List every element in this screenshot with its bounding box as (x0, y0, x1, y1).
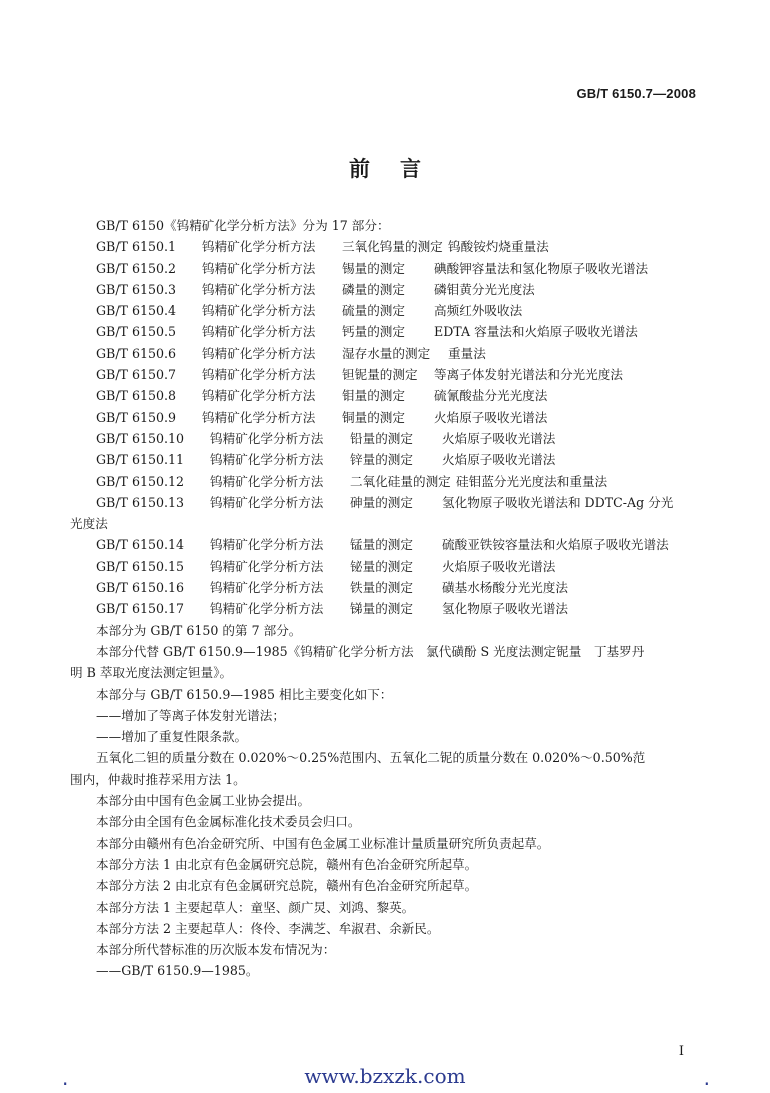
part-row (70, 428, 692, 449)
page-title: 前言 (349, 157, 451, 181)
footer-dot-right: . (703, 1066, 710, 1090)
part-method: 碘酸钾容量法和氢化物原子吸收光谱法 (434, 260, 649, 276)
part-row (70, 343, 692, 364)
paragraph-range: 五氧化二钽的质量分数在 0.020%～0.25%范围内、五氧化二铌的质量分数在 0.020%～0.50%范 (96, 750, 646, 766)
part-name: 钨精矿化学分析方法 (202, 388, 316, 404)
part-name: 钨精矿化学分析方法 (202, 367, 316, 383)
part-method: 钨酸铵灼烧重量法 (448, 239, 549, 255)
foreword-body (70, 215, 692, 982)
part-item: 锰量的测定 (350, 537, 413, 553)
part-method: 火焰原子吸收光谱法 (434, 409, 548, 425)
part-number: GB/T 6150.3 (96, 281, 177, 297)
part-name: 钨精矿化学分析方法 (202, 303, 316, 319)
part-number: GB/T 6150.17 (96, 601, 185, 617)
part-row (70, 534, 692, 555)
paragraph-changes: 本部分与 GB/T 6150.9—1985 相比主要变化如下： (96, 686, 393, 702)
part-number: GB/T 6150.4 (96, 303, 177, 319)
part-method: 硅钼蓝分光光度法和重量法 (456, 473, 608, 489)
paragraph-range-cont: 围内，仲裁时推荐采用方法 1。 (70, 771, 246, 787)
part-name: 钨精矿化学分析方法 (210, 558, 324, 574)
part-item: 铅量的测定 (350, 430, 413, 446)
part-method: 高频红外吸收法 (434, 303, 523, 319)
paragraph-method2: 本部分方法 2 由北京有色金属研究总院，赣州有色冶金研究所起草。 (96, 878, 478, 894)
paragraph-method1: 本部分方法 1 由北京有色金属研究总院，赣州有色冶金研究所起草。 (96, 856, 478, 872)
part-method: 氢化物原子吸收光谱法和 DDTC-Ag 分光 (442, 494, 674, 510)
part-item: 硫量的测定 (342, 303, 405, 319)
part-item: 锌量的测定 (350, 452, 413, 468)
paragraph-proposed: 本部分由中国有色金属工业协会提出。 (96, 793, 311, 809)
part-method: 磺基水杨酸分光光度法 (442, 580, 568, 596)
page-number: I (678, 1044, 684, 1059)
part-number: GB/T 6150.11 (96, 452, 185, 468)
part-name: 钨精矿化学分析方法 (210, 580, 324, 596)
part-item: 三氧化钨量的测定 (342, 239, 443, 255)
paragraph-drafted: 本部分由赣州有色冶金研究所、中国有色金属工业标准计量质量研究所负责起草。 (96, 835, 550, 851)
part-name: 钨精矿化学分析方法 (210, 494, 324, 510)
part-item: 铜量的测定 (342, 409, 405, 425)
part-name: 钨精矿化学分析方法 (202, 260, 316, 276)
part-row (70, 598, 692, 619)
part-item: 锑量的测定 (350, 601, 413, 617)
part-name: 钨精矿化学分析方法 (202, 324, 316, 340)
part-row (70, 258, 692, 279)
part-number: GB/T 6150.16 (96, 580, 185, 596)
part-row (70, 556, 692, 577)
part-item: 钙量的测定 (342, 324, 405, 340)
part-item: 钽铌量的测定 (342, 367, 418, 383)
part-row (70, 385, 692, 406)
part-item: 湿存水量的测定 (342, 345, 431, 361)
part-item: 铋量的测定 (350, 558, 413, 574)
part-method: 磷钼黄分光光度法 (434, 281, 535, 297)
part-row (70, 321, 692, 342)
part-row (70, 407, 692, 428)
paragraph-drafters2: 本部分方法 2 主要起草人：佟伶、李满芝、牟淑君、余新民。 (96, 920, 440, 936)
part-number: GB/T 6150.7 (96, 367, 177, 383)
part-method: EDTA 容量法和火焰原子吸收光谱法 (434, 324, 638, 340)
change-item: ——增加了重复性限条款。 (96, 729, 248, 745)
part-item: 二氧化硅量的测定 (350, 473, 451, 489)
part-number: GB/T 6150.8 (96, 388, 177, 404)
part-item: 锡量的测定 (342, 260, 405, 276)
part-row (70, 279, 692, 300)
part-row (70, 300, 692, 321)
history-item: ——GB/T 6150.9—1985。 (96, 963, 259, 979)
part-name: 钨精矿化学分析方法 (202, 239, 316, 255)
part-method: 氢化物原子吸收光谱法 (442, 601, 568, 617)
part-method: 等离子体发射光谱法和分光光度法 (434, 367, 623, 383)
part-row (70, 577, 692, 598)
paragraph-history: 本部分所代替标准的历次版本发布情况为： (96, 942, 336, 958)
part-name: 钨精矿化学分析方法 (210, 601, 324, 617)
paragraph-part: 本部分为 GB/T 6150 的第 7 部分。 (96, 622, 302, 638)
part-item: 钼量的测定 (342, 388, 405, 404)
part-name: 钨精矿化学分析方法 (202, 345, 316, 361)
part-number: GB/T 6150.6 (96, 345, 177, 361)
part-row (70, 364, 692, 385)
part-item: 砷量的测定 (350, 494, 413, 510)
part-number: GB/T 6150.1 (96, 239, 177, 255)
part-number: GB/T 6150.2 (96, 260, 177, 276)
standard-code: GB/T 6150.7—2008 (576, 86, 696, 101)
part-item: 磷量的测定 (342, 281, 405, 297)
part-name: 钨精矿化学分析方法 (202, 409, 316, 425)
part-row (70, 471, 692, 492)
part-number: GB/T 6150.15 (96, 558, 185, 574)
part-number: GB/T 6150.5 (96, 324, 177, 340)
part-row (70, 236, 692, 257)
paragraph-centralized: 本部分由全国有色金属标准化技术委员会归口。 (96, 814, 361, 830)
part-name: 钨精矿化学分析方法 (202, 281, 316, 297)
part-number: GB/T 6150.14 (96, 537, 185, 553)
paragraph-replace-cont: 明 B 萃取光度法测定钽量》。 (70, 665, 233, 681)
part-method: 火焰原子吸收光谱法 (442, 430, 556, 446)
part-row (70, 492, 692, 513)
part-number: GB/T 6150.10 (96, 430, 185, 446)
part-number: GB/T 6150.9 (96, 409, 177, 425)
part-method: 重量法 (448, 345, 486, 361)
part-name: 钨精矿化学分析方法 (210, 452, 324, 468)
part-name: 钨精矿化学分析方法 (210, 473, 324, 489)
parts-list (70, 236, 692, 619)
part-name: 钨精矿化学分析方法 (210, 537, 324, 553)
part-number: GB/T 6150.12 (96, 473, 185, 489)
footer-url-link[interactable]: www.bzxzk.com (304, 1064, 466, 1088)
part-item: 铁量的测定 (350, 580, 413, 596)
part-row (70, 449, 692, 470)
paragraph-replace: 本部分代替 GB/T 6150.9—1985《钨精矿化学分析方法 氯代磺酚 S 光度法测定铌量 丁基罗丹 (96, 643, 645, 659)
part-name: 钨精矿化学分析方法 (210, 430, 324, 446)
footer-dot-left: . (62, 1066, 69, 1090)
part-method: 火焰原子吸收光谱法 (442, 452, 556, 468)
part-method: 硫氰酸盐分光光度法 (434, 388, 548, 404)
part-method: 火焰原子吸收光谱法 (442, 558, 556, 574)
part-method: 硫酸亚铁铵容量法和火焰原子吸收光谱法 (442, 537, 669, 553)
part-row-continuation: 光度法 (70, 516, 108, 532)
change-item: ——增加了等离子体发射光谱法； (96, 707, 285, 723)
part-number: GB/T 6150.13 (96, 494, 185, 510)
paragraph-drafters1: 本部分方法 1 主要起草人：童坚、颜广炅、刘鸿、黎英。 (96, 899, 415, 915)
intro-line: GB/T 6150《钨精矿化学分析方法》分为 17 部分： (96, 218, 390, 233)
